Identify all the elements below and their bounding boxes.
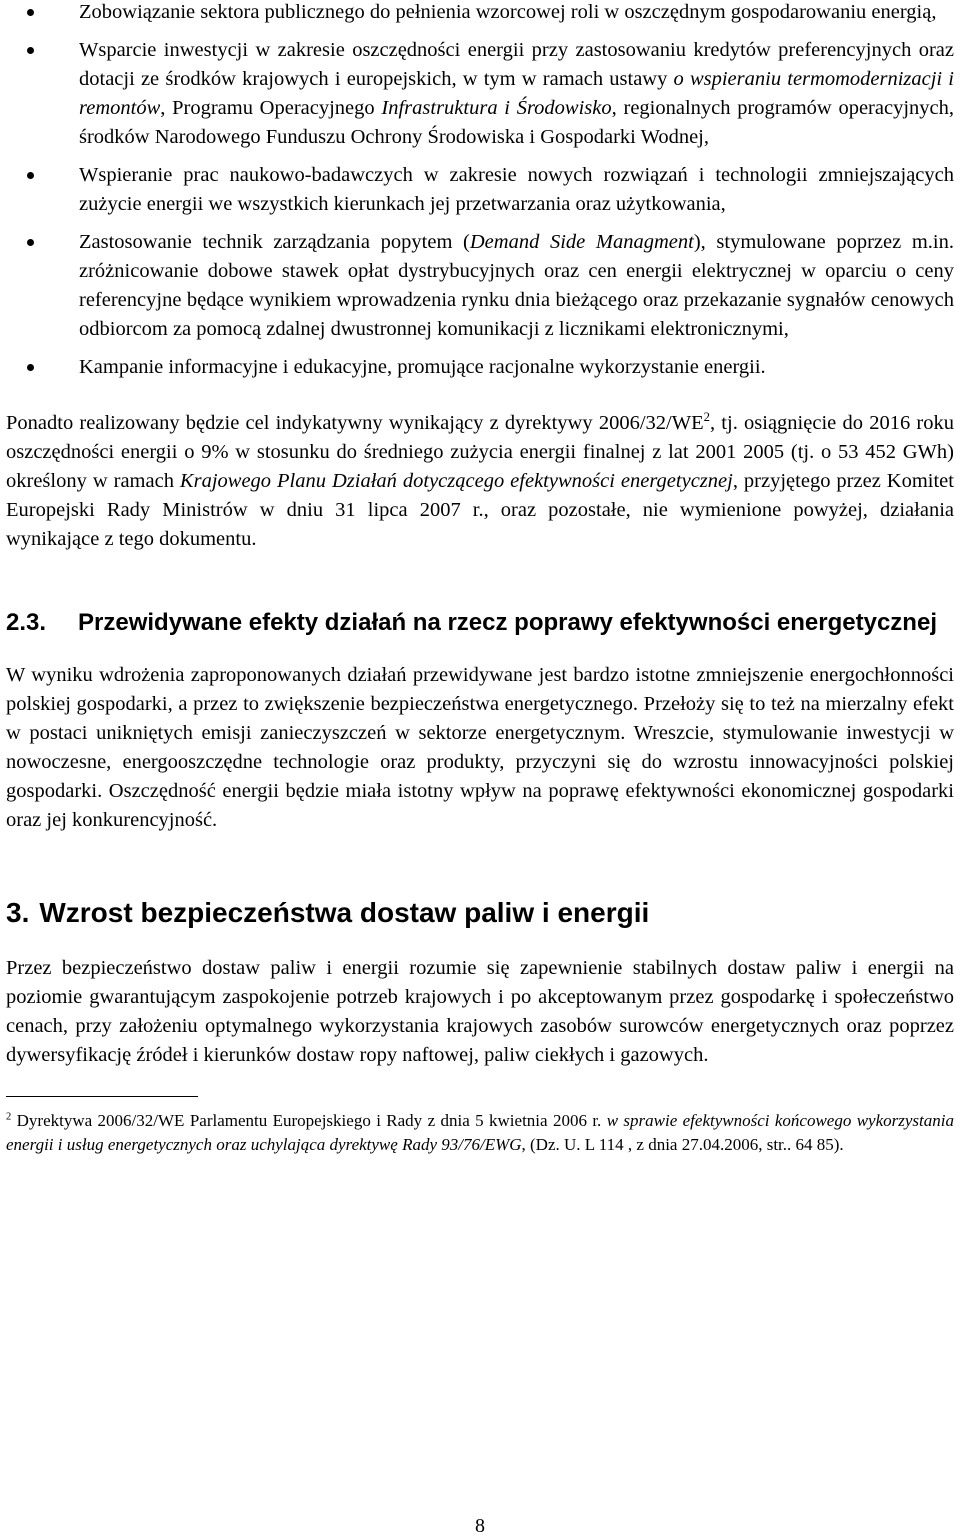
section-number: 2.3.: [6, 609, 47, 636]
bullet-icon: [27, 172, 34, 179]
footnote: $^2$ Dyrektywa 2006/32/WE Parlamentu Europejskiego i Rady z dnia 5 kwietnia 2006 r. w sprawie efektywności końcowego wykorzystania energii i usług energetycznych oraz uchylająca dyrektywę Rady 93/76/EWG, (Dz. U. L 114 , z dnia 27.04.2006, str.. 64 85).: [6, 1111, 954, 1154]
section-title: Przewidywane efekty działań na rzecz poprawy efektywności energetycznej: [78, 609, 937, 636]
paragraph-energy-security: Przez bezpieczeństwo dostaw paliw i energii rozumie się zapewnienie stabilnych dostaw paliw i energii na poziomie gwarantującym zaspokojenie potrzeb krajowych i po akceptowanym przez gospodarkę i społeczeństwo cenach, przy założeniu optymalnego wykorzystania krajowych zasobów surowców energetycznych oraz poprzez dywersyfikację źródeł i kierunków dostaw ropy naftowej, paliw ciekłych i gazowych.: [6, 957, 954, 1066]
bullet-icon: [27, 9, 34, 16]
chapter-title: Wzrost bezpieczeństwa dostaw paliw i energii: [39, 897, 650, 928]
list-item: Wsparcie inwestycji w zakresie oszczędności energii przy zastosowaniu kredytów preferencyjnych oraz dotacji ze środków krajowych i europejskich, w tym w ramach ustawy o wspieraniu termomodernizacji i remontów, Programu Operacyjnego Infrastruktura i Środowisko, regionalnych programów operacyjnych, środków Narodowego Funduszu Ochrony Środowiska i Gospodarki Wodnej,: [6, 36, 954, 152]
list-item: Wspieranie prac naukowo-badawczych w zakresie nowych rozwiązań i technologii zmniejszających zużycie energii we wszystkich kierunkach jej przetwarzania oraz użytkowania,: [6, 161, 954, 219]
list-item: Zastosowanie technik zarządzania popytem (Demand Side Managment), stymulowane poprzez m.in. zróżnicowanie dobowe stawek opłat dystrybucyjnych oraz cen energii elektrycznej w oparciu o ceny referencyjne będące wynikiem wprowadzenia rynku dnia bieżącego oraz przekazanie sygnałów cenowych odbiorcom za pomocą zdalnej dwustronnej komunikacji z licznikami elektronicznymi,: [6, 228, 954, 344]
bullet-icon: [27, 47, 34, 54]
paragraph-expected-effects: W wyniku wdrożenia zaproponowanych działań przewidywane jest bardzo istotne zmniejszenie energochłonności polskiej gospodarki, a przez to zwiększenie bezpieczeństwa energetycznego. Przełoży się to też na mierzalny efekt w postaci unikniętych emisji zanieczyszczeń w sektorze energetycznym. Wreszcie, stymulowanie inwestycji w nowoczesne, energooszczędne technologie oraz produkty, przyczyni się do wzrostu innowacyjności polskiej gospodarki. Oszczędność energii będzie miała istotny wpływ na poprawę efektywności ekonomicznej gospodarki oraz jej konkurencyjność.: [6, 664, 954, 831]
document-page: [6, 0, 954, 1157]
page-number: 8: [475, 1515, 485, 1537]
footnote-divider: [6, 1096, 198, 1097]
list-item: Zobowiązanie sektora publicznego do pełnienia wzorcowej roli w oszczędnym gospodarowaniu energią,: [6, 0, 954, 27]
list-item: Kampanie informacyjne i edukacyjne, promujące racjonalne wykorzystanie energii.: [6, 353, 954, 382]
chapter-heading-3: [6, 896, 954, 930]
footnote-mark: 2: [6, 1111, 12, 1123]
measures-list: [6, 0, 954, 382]
section-heading-2-3: [6, 608, 954, 638]
paragraph-directive-target: Ponadto realizowany będzie cel indykatywny wynikający z dyrektywy $2006/32/WE^2$, tj. osiągnięcie do 2016 roku oszczędności energii o 9% w stosunku do średniego zużycia energii finalnej z lat 2001 2005 (tj. o 53 452 GWh) określony w ramach Krajowego Planu Działań dotyczącego efektywności energetycznej, przyjętego przez Komitet Europejski Rady Ministrów w dniu 31 lipca 2007 r., oraz pozostałe, nie wymienione powyżej, działania wynikające z tego dokumentu.: [6, 410, 954, 550]
bullet-icon: [27, 364, 34, 371]
bullet-icon: [27, 239, 34, 246]
chapter-number: 3.: [6, 897, 30, 928]
footnote-reference: 2: [703, 410, 710, 425]
